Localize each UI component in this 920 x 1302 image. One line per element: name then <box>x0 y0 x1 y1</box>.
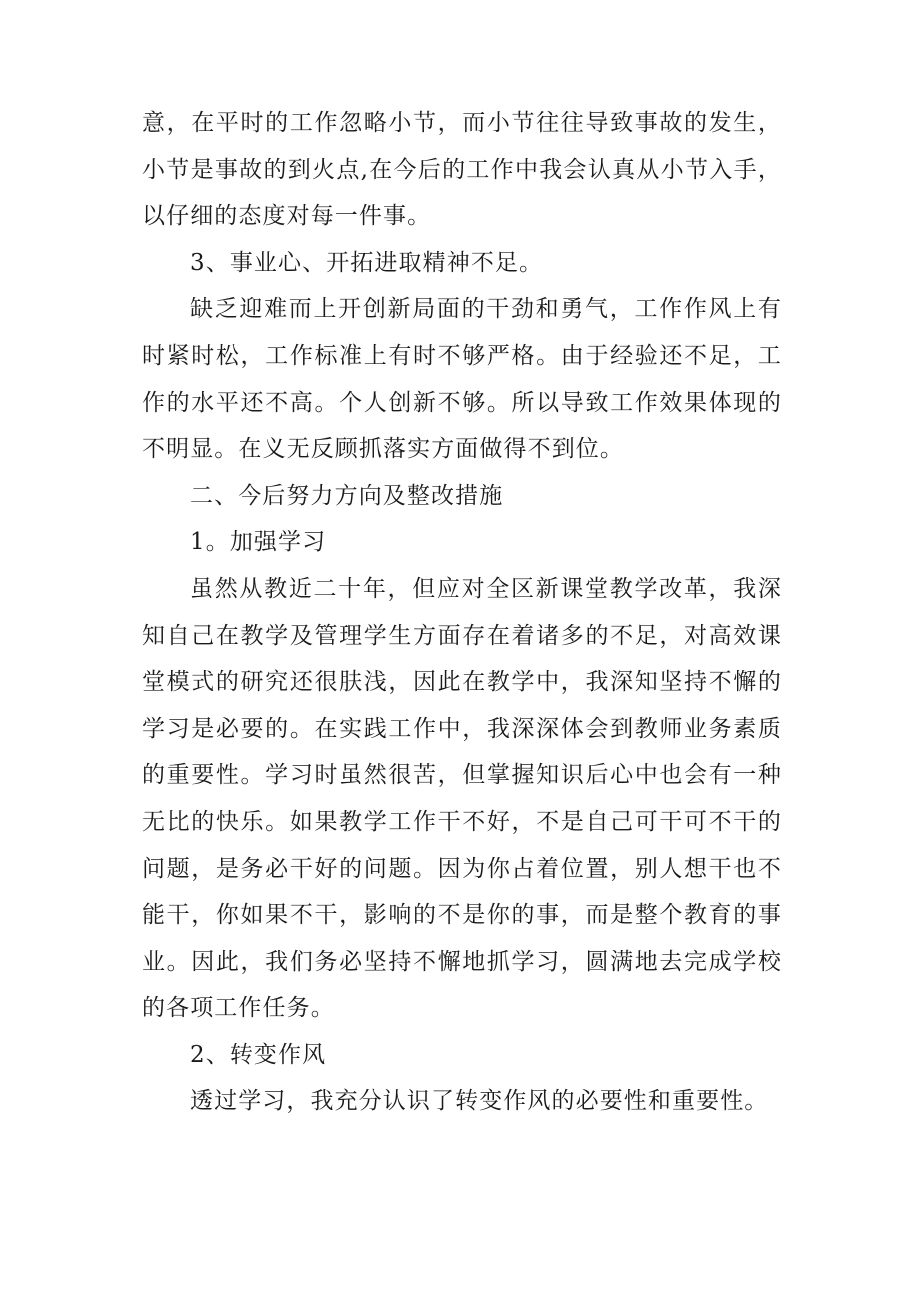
section-heading-improvement: 二、今后努力方向及整改措施 <box>190 482 504 509</box>
document-page <box>142 100 782 1125</box>
paragraph-lack-of-drive: 缺乏迎难而上开创新局面的干劲和勇气，工作作风上有时紧时松，工作标准上有时不够严格。由于经验还不足，工作的水平还不高。个人创新不够。所以导致工作效果体现的不明显。在义无反顾抓落实方面做得不到位。 <box>142 296 782 463</box>
paragraph-study: 虽然从教近二十年，但应对全区新课堂教学改革，我深知自己在教学及管理学生方面存在着诸多的不足，对高效课堂模式的研究还很肤浅，因此在教学中，我深知坚持不懈的学习是必要的。在实践工作中，我深深体会到教师业务素质的重要性。学习时虽然很苦，但掌握知识后心中也会有一种无比的快乐。如果教学工作干不好，不是自己可干可不干的问题，是务必干好的问题。因为你占着位置，别人想干也不能干，你如果不干，影响的不是你的事，而是整个教育的事业。因此，我们务必坚持不懈地抓学习，圆满地去完成学校的各项工作任务。 <box>142 575 782 1022</box>
heading-change-style: 2、转变作风 <box>190 1041 327 1068</box>
paragraph-continuation: 意，在平时的工作忽略小节，而小节往往导致事故的发生，小节是事故的到火点,在今后的工作中我会认真从小节入手，以仔细的态度对每一件事。 <box>142 110 782 230</box>
heading-strengthen-study: 1。加强学习 <box>190 529 327 556</box>
heading-career-spirit: 3、事业心、开拓进取精神不足。 <box>190 249 544 276</box>
paragraph-change-style: 透过学习，我充分认识了转变作风的必要性和重要性。 <box>190 1088 769 1115</box>
